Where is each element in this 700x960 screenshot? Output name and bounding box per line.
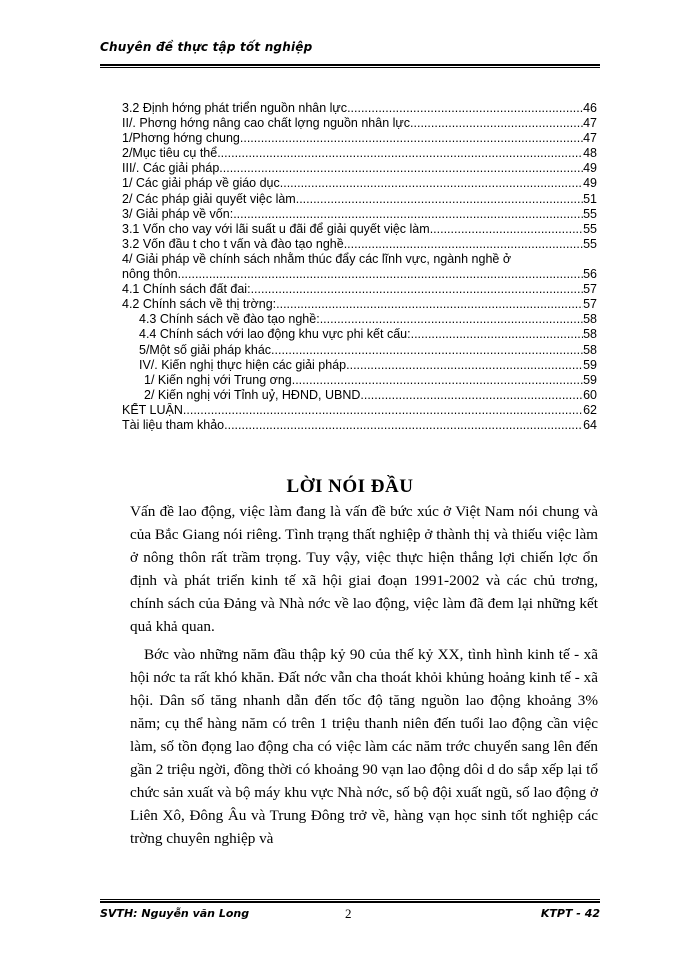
toc-leader (347, 101, 583, 116)
page-header: Chuyên đề thực tập tốt nghiệp (100, 40, 313, 54)
header-rule (100, 64, 600, 66)
toc-entry (122, 161, 597, 176)
toc-leader (299, 192, 583, 207)
toc-entry-text: IV/. Kiến nghị thực hiện các giải pháp. (139, 357, 350, 372)
toc-entry-page: 48 (583, 146, 597, 161)
toc-entry (122, 222, 597, 237)
toc-leader (233, 207, 583, 222)
toc-entry (122, 252, 597, 282)
toc-entry-text: KẾT LUẬN (122, 402, 183, 417)
toc-entry (122, 176, 597, 191)
toc-leader (360, 388, 583, 403)
page-number: 2 (345, 906, 352, 921)
toc-leader (430, 222, 583, 237)
toc-entry (122, 237, 597, 252)
toc-entry-text: 2/Mục tiêu cụ thể (122, 146, 218, 161)
toc-entry-page: 49 (583, 176, 597, 191)
footer-rule-thin (100, 899, 600, 900)
toc-entry (122, 192, 597, 207)
toc-entry-page: 47 (583, 116, 597, 131)
toc-leader (283, 176, 583, 191)
toc-entry (122, 207, 597, 222)
toc-entry-text-line: 4/ Giải pháp về chính sách nhằm thúc đẩy các lĩnh vực, ngành nghề ở (122, 251, 512, 266)
toc-entry-page: 46 (583, 101, 597, 115)
toc-entry-page: 58 (583, 312, 597, 327)
toc-entry-page: 56 (583, 267, 597, 282)
toc-entry (122, 358, 597, 373)
toc-entry-text: III/. Các giải pháp (122, 161, 220, 176)
toc-entry-page: 55 (583, 206, 597, 221)
toc-entry-text: 4.3 Chính sách về đào tạo nghề: (139, 312, 320, 327)
toc-leader (276, 297, 583, 312)
toc-entry (122, 116, 597, 131)
toc-entry-page: 59 (583, 372, 597, 387)
toc-entry-text: II/. Phơng hớng nâng cao chất lợng nguồn nhân lực (122, 116, 411, 131)
toc-leader (224, 418, 583, 433)
toc-entry-page: 57 (583, 297, 597, 312)
toc-leader (271, 343, 583, 358)
paragraph-2: Bớc vào những năm đầu thập kỷ 90 của thế kỷ XX, tình hình kinh tế - xã hội nớc ta rất khó khăn. Đất nớc vẫn cha thoát khỏi khủng hoảng kinh tế - xã hội. Dân số tăng nhanh dẫn đến tốc độ tăng nguồn lao động khoảng 3% năm; cụ thể hàng năm có trên 1 triệu thanh niên đến tuổi lao động cần việc làm, số tồn đọng lao động cha có việc làm các năm trớc chuyển sang lên đến gần 2 triệu ngời, đồng thời có khoảng 90 vạn lao động dôi d do sắp xếp lại tổ chức sản xuất và bộ máy khu vực Nhà nớc, số bộ đội xuất ngũ, số lao động ở Liên Xô, Đông Âu và Trung Đông trở về, hàng vạn học sinh tốt nghiệp các trờng chuyên nghiệp và (130, 646, 598, 847)
toc-entry-text: 2/ Kiến nghị với Tỉnh uỷ, HĐND, UBND (144, 387, 361, 402)
paragraph-1: Vấn đề lao động, việc làm đang là vấn đề bức xúc ở Việt Nam nói chung và của Bắc Giang nói riêng. Tình trạng thất nghiệp ở thành thị và thiếu việc làm ở nông thôn rất trầm trọng. Tuy vậy, việc thực hiện thắng lợi chiến lợc ổn định và phát triển kinh tế xã hội giai đoạn 1991-2002 và các chủ trơng, chính sách của Đảng và Nhà nớc về lao động, việc làm đã đem lại những kết quả khả quan. (130, 503, 598, 635)
toc-leader (320, 312, 583, 327)
toc-entry (122, 282, 597, 297)
toc-entry-text: 4.4 Chính sách với lao động khu vực phi kết cấu: (139, 327, 411, 342)
toc-leader (410, 116, 583, 131)
toc-entry-page: 51 (583, 191, 597, 206)
toc-leader (411, 327, 584, 342)
toc-entry-text: 3/ Giải pháp về vốn: (122, 206, 234, 221)
toc-leader (347, 237, 583, 252)
toc-entry (122, 343, 597, 358)
toc-entry-text: 3.2 Vốn đầu t cho t vấn và đào tạo nghề. (122, 236, 348, 251)
toc-entry (122, 403, 597, 418)
toc-leader (219, 161, 583, 176)
toc-entry-page: 58 (583, 327, 597, 342)
toc-entry (122, 312, 597, 327)
toc-entry-text: 1/Phơng hớng chung (122, 131, 240, 146)
toc-entry (122, 388, 597, 403)
toc-leader (295, 373, 583, 388)
toc-entry-page: 55 (583, 236, 597, 251)
toc-entry-text: 1/ Các giải pháp về giáo dục. (122, 176, 284, 191)
toc-entry-text: 3.1 Vốn cho vay với lãi suất u đãi để giải quyết việc làm (122, 221, 430, 236)
toc-entry-page: 64 (583, 417, 597, 432)
table-of-contents (122, 101, 597, 433)
toc-entry-text: 4.1 Chính sách đất đai: (122, 282, 251, 297)
toc-entry (122, 327, 597, 342)
footer-author: SVTH: Nguyễn văn Long (100, 907, 250, 920)
toc-entry-page: 59 (583, 357, 597, 372)
toc-entry-text: 3.2 Định hớng phát triển nguồn nhân lực (122, 101, 348, 115)
toc-leader (217, 146, 583, 161)
toc-entry (122, 297, 597, 312)
toc-entry-text: 2/ Các pháp giải quyết việc làm. (122, 191, 300, 206)
toc-leader (251, 282, 584, 297)
toc-leader (350, 358, 584, 373)
toc-entry (122, 131, 597, 146)
body-text (130, 500, 598, 850)
toc-leader (240, 131, 583, 146)
toc-entry-page: 49 (583, 161, 597, 176)
toc-entry-text: 4.2 Chính sách về thị trờng: (122, 297, 277, 312)
toc-entry-page: 60 (583, 387, 597, 402)
toc-leader (183, 403, 583, 418)
toc-entry-text: 5/Một số giải pháp khác (139, 342, 272, 357)
section-title: LỜI NÓI ĐẦU (286, 476, 414, 497)
toc-entry-page: 58 (583, 342, 597, 357)
toc-entry-page: 47 (583, 131, 597, 146)
toc-leader (178, 267, 583, 282)
header-rule-thin (100, 67, 600, 68)
toc-entry-text-line: nông thôn (122, 267, 178, 282)
toc-entry-page: 62 (583, 402, 597, 417)
toc-entry (122, 418, 597, 433)
footer-class: KTPT - 42 (540, 907, 600, 920)
toc-entry (122, 101, 597, 116)
toc-entry-page: 55 (583, 221, 597, 236)
toc-entry-text: 1/ Kiến nghị với Trung ơng. (144, 372, 296, 387)
toc-entry (122, 373, 597, 388)
toc-entry-page: 57 (583, 282, 597, 297)
footer-rule (100, 901, 600, 903)
toc-entry (122, 146, 597, 161)
toc-entry-text: Tài liệu tham khảo (122, 417, 225, 432)
